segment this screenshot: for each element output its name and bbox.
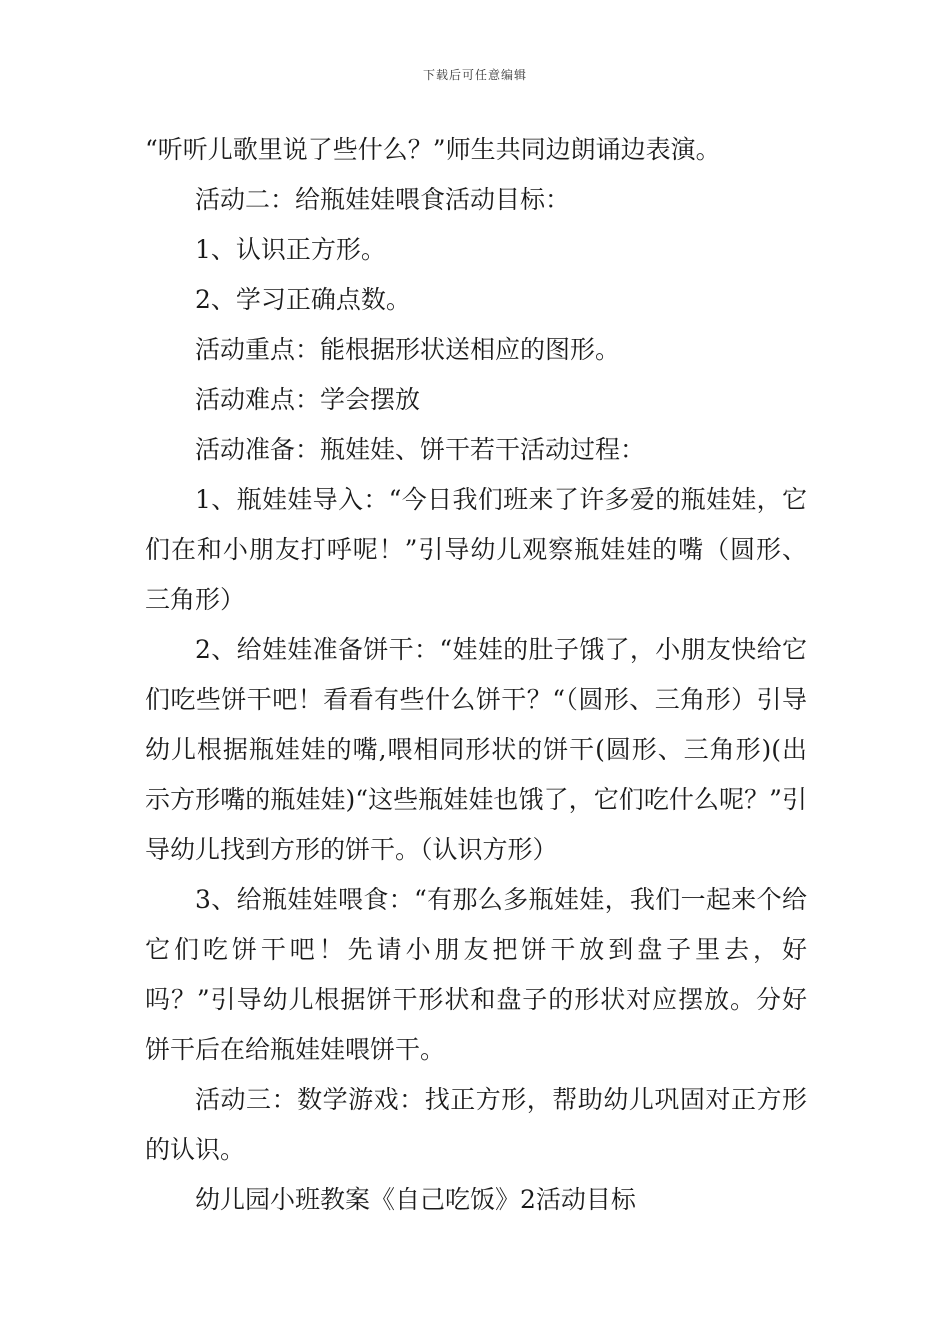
paragraph-4: 2、学习正确点数。 xyxy=(195,285,411,314)
paragraph-9: 2、给娃娃准备饼干：“娃娃的肚子饿了，小朋友快给它们吃些饼干吧！看看有些什么饼干？“（圆形、三角形）引导幼儿根据瓶娃娃的嘴,喂相同形状的饼干(圆形、三角形)(出示方形嘴的瓶娃娃)“这些瓶娃娃也饿了，它们吃什么呢？”引导幼儿找到方形的饼干。（认识方形） xyxy=(145,635,807,864)
page-header: 下载后可任意编辑 xyxy=(422,68,527,82)
document-body xyxy=(145,125,807,1225)
paragraph-8: 1、瓶娃娃导入：“今日我们班来了许多爱的瓶娃娃，它们在和小朋友打呼呢！”引导幼儿观察瓶娃娃的嘴（圆形、三角形） xyxy=(145,485,807,614)
paragraph-3: 1、认识正方形。 xyxy=(195,235,386,264)
paragraph-11: 活动三：数学游戏：找正方形，帮助幼儿巩固对正方形的认识。 xyxy=(145,1085,807,1164)
paragraph-7: 活动准备：瓶娃娃、饼干若干活动过程： xyxy=(195,435,646,464)
paragraph-6: 活动难点：学会摆放 xyxy=(195,385,421,414)
paragraph-2: 活动二：给瓶娃娃喂食活动目标： xyxy=(195,185,571,214)
paragraph-12: 幼儿园小班教案《自己吃饭》2活动目标 xyxy=(195,1185,636,1214)
paragraph-1: “听听儿歌里说了些什么？”师生共同边朗诵边表演。 xyxy=(145,135,721,164)
paragraph-10: 3、给瓶娃娃喂食：“有那么多瓶娃娃，我们一起来个给它们吃饼干吧！先请小朋友把饼干放到盘子里去，好吗？”引导幼儿根据饼干形状和盘子的形状对应摆放。分好饼干后在给瓶娃娃喂饼干。 xyxy=(145,885,807,1064)
paragraph-5: 活动重点：能根据形状送相应的图形。 xyxy=(195,335,621,364)
